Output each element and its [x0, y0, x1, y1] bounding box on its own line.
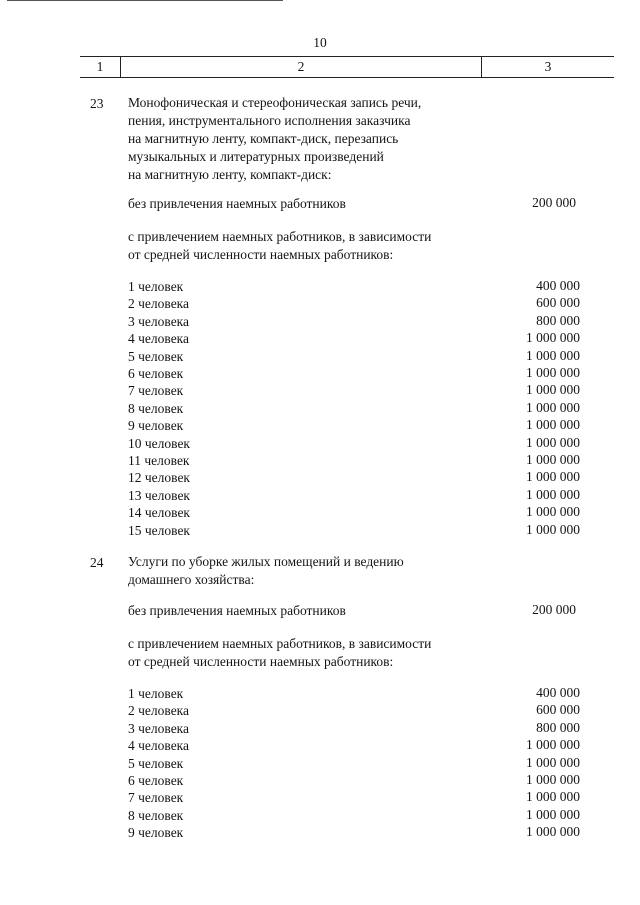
employee-count-value: 1 000 000 — [526, 330, 580, 346]
section-title-line: музыкальных и литературных произведений — [128, 149, 384, 164]
employee-count-label: 7 человек — [128, 790, 184, 806]
with-employees-line: от средней численности наемных работников: — [128, 247, 394, 262]
employee-count-value: 1 000 000 — [526, 504, 580, 520]
employee-count-label: 8 человек — [128, 400, 184, 416]
employee-count-value: 1 000 000 — [526, 737, 580, 753]
employee-count-value: 1 000 000 — [526, 486, 580, 502]
employee-count-label: 4 человека — [128, 738, 190, 754]
employee-count-label: 14 человек — [128, 505, 190, 521]
with-employees-heading — [128, 635, 431, 671]
employee-count-value: 800 000 — [536, 719, 580, 735]
column-header-1: 1 — [80, 57, 121, 77]
employee-count-label: 1 человек — [128, 279, 184, 294]
with-employees-line: от средней численности наемных работников: — [128, 654, 394, 669]
employee-count-label: 15 человек — [128, 522, 190, 538]
section-title-line: домашнего хозяйства: — [128, 572, 255, 587]
employee-count-label: 13 человек — [128, 487, 190, 503]
employee-count-label: 3 человека — [128, 313, 190, 329]
employee-count-value: 1 000 000 — [526, 365, 580, 380]
page-number: 10 — [313, 35, 327, 50]
with-employees-line: с привлечением наемных работников, в зависимости — [128, 229, 432, 244]
section-title — [128, 553, 404, 589]
employee-count-label: 7 человек — [128, 383, 184, 399]
with-employees-heading — [128, 228, 431, 264]
employee-count-label: 4 человека — [128, 331, 190, 347]
employee-count-value: 800 000 — [536, 312, 580, 328]
employee-count-value: 1 000 000 — [526, 772, 580, 787]
employee-count-label: 5 человек — [128, 755, 184, 771]
employee-count-value: 1 000 000 — [526, 789, 580, 805]
employee-count-label: 10 человек — [128, 435, 190, 451]
section-number: 23 — [90, 96, 104, 111]
no-employees-value: 200 000 — [532, 602, 576, 617]
section-title-line: на магнитную ленту, компакт-диск, перезапись — [128, 131, 399, 146]
employee-count-value: 600 000 — [536, 702, 580, 718]
employee-count-label: 6 человек — [128, 773, 184, 788]
employee-count-value: 600 000 — [536, 295, 580, 311]
column-header-2: 2 — [121, 57, 482, 77]
column-header-3: 3 — [544, 59, 552, 74]
employee-count-value: 400 000 — [536, 685, 580, 700]
with-employees-line: с привлечением наемных работников, в зависимости — [128, 636, 432, 651]
employee-count-label: 8 человек — [128, 807, 184, 823]
top-rule — [7, 0, 283, 1]
employee-count-label: 6 человек — [128, 366, 184, 381]
section-number: 24 — [90, 555, 104, 570]
employee-count-label: 9 человек — [128, 418, 184, 434]
no-employees-label: без привлечения наемных работников — [128, 603, 346, 618]
employee-count-value: 1 000 000 — [526, 417, 580, 433]
employee-count-value: 1 000 000 — [526, 824, 580, 840]
employee-count-value: 1 000 000 — [526, 382, 580, 398]
section-title-line: пения, инструментального исполнения заказчика — [128, 113, 411, 128]
no-employees-value: 200 000 — [532, 195, 576, 210]
employee-count-label: 3 человека — [128, 720, 190, 736]
employee-count-value: 1 000 000 — [526, 521, 580, 537]
employee-count-value: 1 000 000 — [526, 806, 580, 822]
employee-count-label: 12 человек — [128, 470, 190, 486]
no-employees-label: без привлечения наемных работников — [128, 196, 346, 211]
employee-count-label: 2 человека — [128, 703, 190, 719]
employee-count-value: 1 000 000 — [526, 754, 580, 770]
employee-count-value: 1 000 000 — [526, 452, 580, 467]
employee-count-value: 1 000 000 — [526, 399, 580, 415]
section-title-line: на магнитную ленту, компакт-диск: — [128, 167, 332, 182]
employee-count-label: 9 человек — [128, 825, 184, 841]
section-title — [128, 94, 421, 184]
employee-count-value: 1 000 000 — [526, 469, 580, 485]
employee-count-value: 1 000 000 — [526, 347, 580, 363]
employee-count-label: 2 человека — [128, 296, 190, 312]
section-title-line: Услуги по уборке жилых помещений и ведению — [128, 554, 404, 569]
section-title-line: Монофоническая и стереофоническая запись речи, — [128, 95, 422, 110]
column-header-row — [80, 56, 614, 78]
employee-count-label: 1 человек — [128, 686, 184, 701]
employee-count-value: 400 000 — [536, 278, 580, 293]
employee-count-label: 11 человек — [128, 453, 190, 468]
employee-count-value: 1 000 000 — [526, 434, 580, 450]
employee-count-label: 5 человек — [128, 348, 184, 364]
